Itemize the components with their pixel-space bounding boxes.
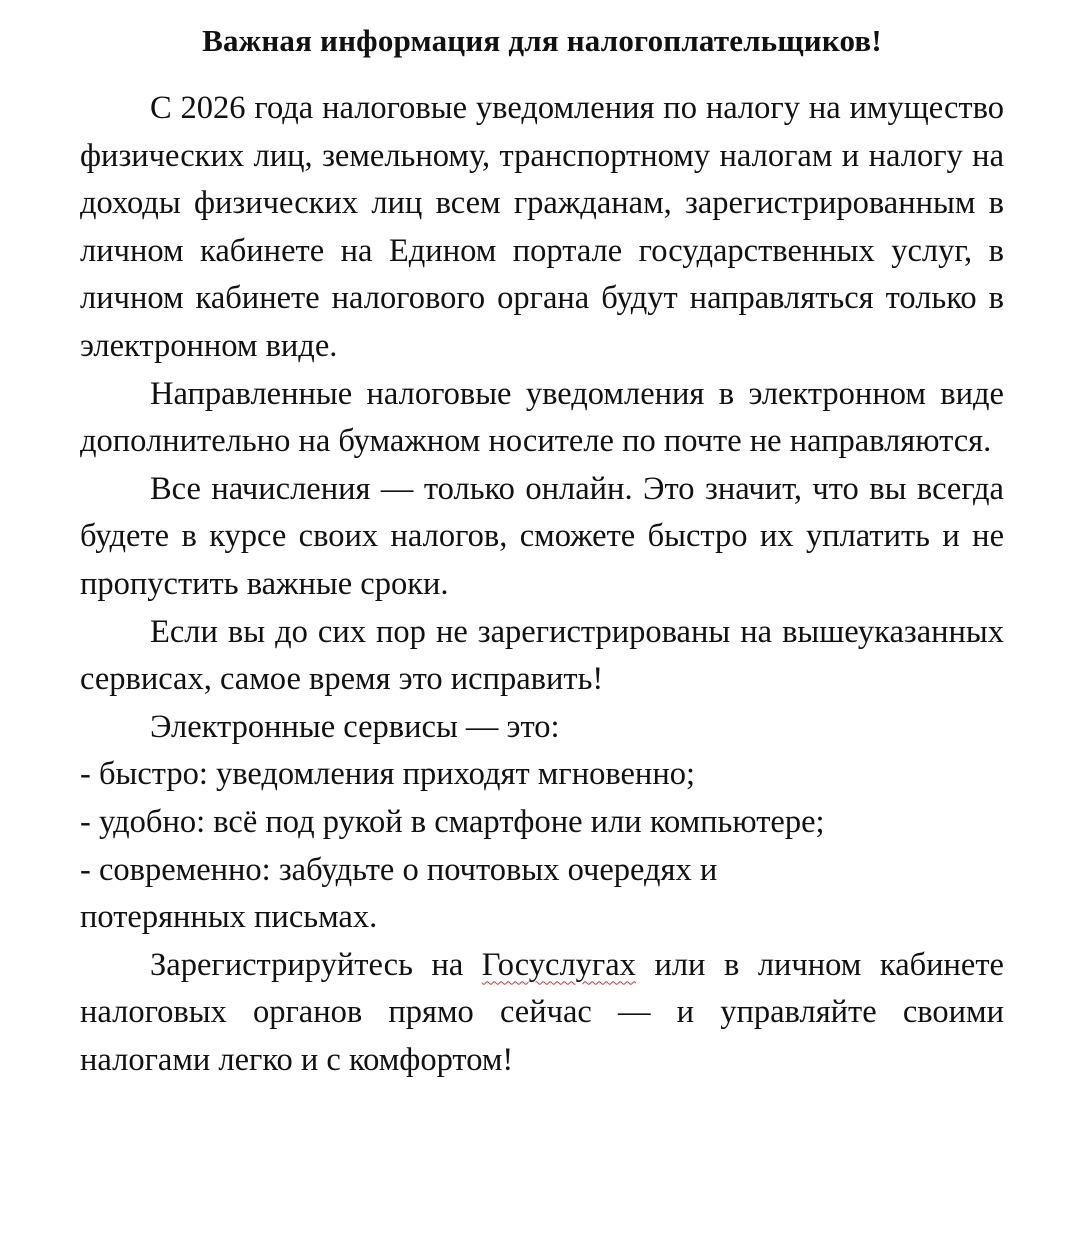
paragraph-no-paper-copies: Направленные налоговые уведомления в электронном виде дополнительно на бумажном носителе по почте не направляются. <box>80 375 1004 460</box>
list-item-modern-line1: - современно: забудьте о почтовых очередях и <box>80 851 718 888</box>
list-intro: Электронные сервисы — это: <box>150 708 560 745</box>
final-text-before: Зарегистрируйтесь на <box>150 946 482 983</box>
paragraph-register-call: Если вы до сих пор не зарегистрированы на вышеуказанных сервисах, самое время это исправить! <box>80 613 1004 698</box>
list-item-modern-line2: потерянных письмах. <box>80 899 378 936</box>
paragraph-notifications-electronic: С 2026 года налоговые уведомления по налогу на имущество физических лиц, земельному, транспортному налогам и налогу на доходы физических лиц всем гражданам, зарегистрированным в личном кабинете на Едином портале государственных услуг, в личном кабинете налогового органа будут направляться только в электронном виде. <box>80 90 1004 364</box>
gosuslugi-word-spellcheck: Госуслугах <box>481 946 636 983</box>
paragraph-final-call-to-action <box>80 942 1004 1085</box>
final-text-after: или в личном кабинете налоговых органов прямо сейчас — и управляйте своими налогами легко и с комфортом! <box>80 946 1004 1078</box>
document-title: Важная информация для налогоплательщиков! <box>202 23 882 58</box>
document-body <box>80 85 1004 1084</box>
document-page <box>80 0 1004 1084</box>
list-item-convenient: - удобно: всё под рукой в смартфоне или компьютере; <box>80 803 825 840</box>
paragraph-online-only: Все начисления — только онлайн. Это значит, что вы всегда будете в курсе своих налогов, сможете быстро их уплатить и не пропустить важные сроки. <box>80 470 1004 602</box>
list-item-modern <box>80 847 1004 942</box>
list-item-fast: - быстро: уведомления приходят мгновенно; <box>80 756 695 793</box>
